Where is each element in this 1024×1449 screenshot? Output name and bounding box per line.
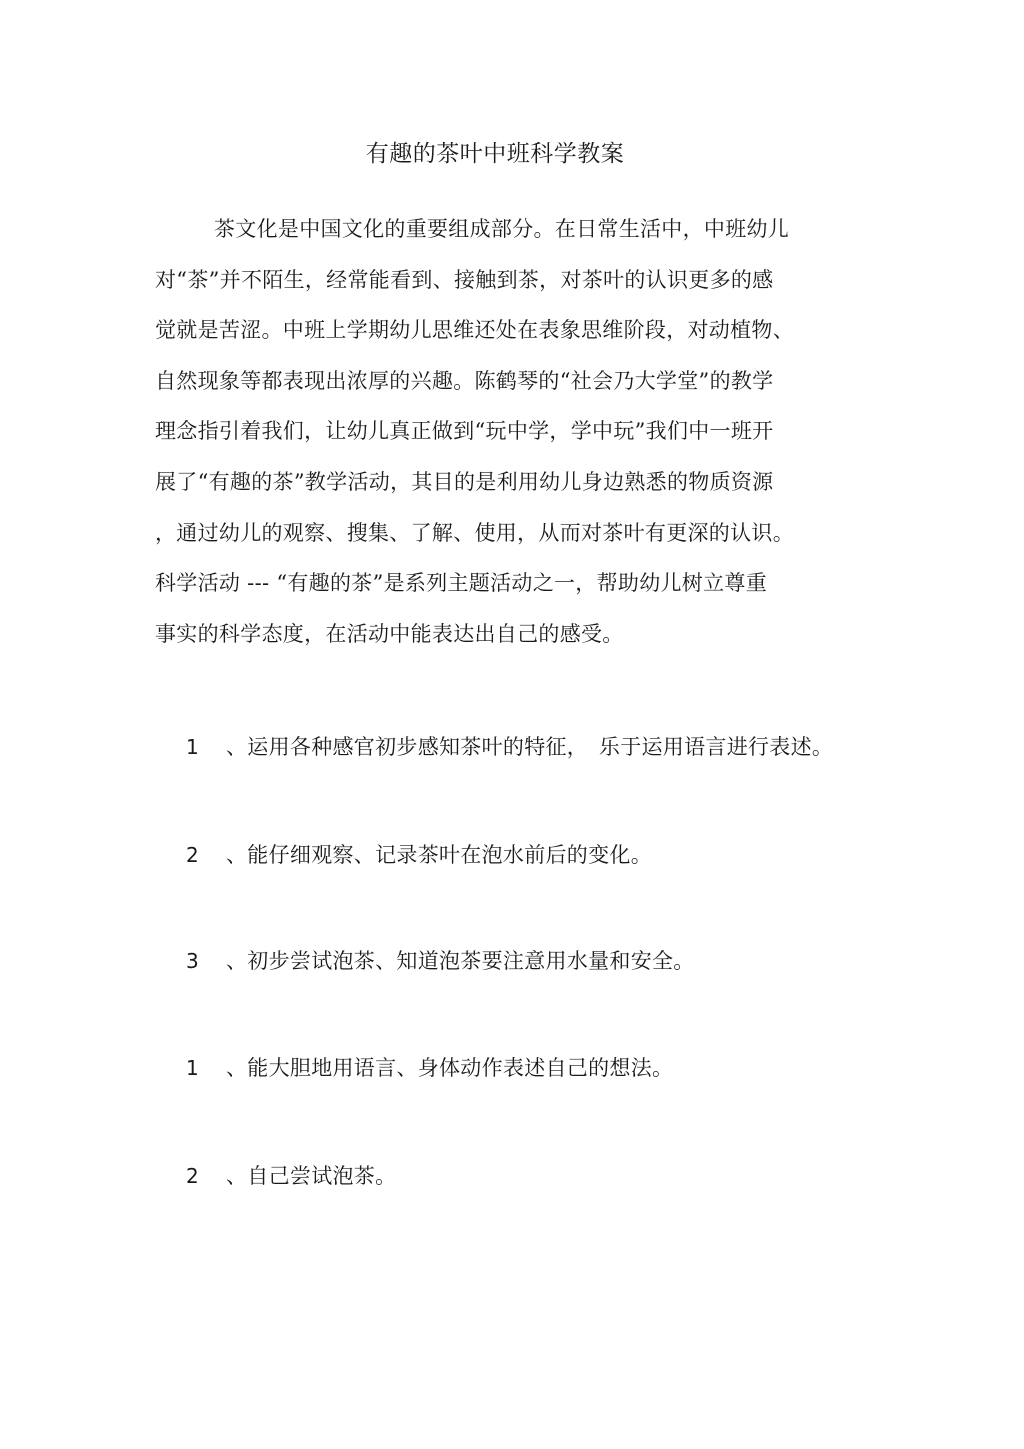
document-title: 有趣的茶叶中班科学教案 <box>365 141 625 167</box>
goal-item <box>186 731 886 763</box>
goal-text: 、自己尝试泡茶。 <box>226 1164 397 1188</box>
goal-item <box>186 945 886 977</box>
intro-line: 对“茶”并不陌生，经常能看到、接触到茶，对茶叶的认识更多的感 <box>155 268 774 292</box>
goal-text: 、能仔细观察、记录茶叶在泡水前后的变化。 <box>226 843 652 867</box>
goal-text: 、初步尝试泡茶、知道泡茶要注意用水量和安全。 <box>226 949 695 973</box>
intro-line: 理念指引着我们，让幼儿真正做到“玩中学，学中玩”我们中一班开 <box>155 419 774 443</box>
intro-line: 科学活动 --- “有趣的茶”是系列主题活动之一，帮助幼儿树立尊重 <box>155 571 768 595</box>
goal-number: 1 <box>186 735 199 759</box>
goal-number: 1 <box>186 1056 199 1080</box>
intro-line: 觉就是苦涩。中班上学期幼儿思维还处在表象思维阶段，对动植物、 <box>155 318 794 342</box>
intro-line: 自然现象等都表现出浓厚的兴趣。陈鹤琴的“社会乃大学堂”的教学 <box>155 369 774 393</box>
goal-number: 3 <box>186 949 199 973</box>
intro-line: 事实的科学态度，在活动中能表达出自己的感受。 <box>155 622 624 646</box>
goal-text: 、能大胆地用语言、身体动作表述自己的想法。 <box>226 1056 674 1080</box>
intro-line: ，通过幼儿的观察、搜集、了解、使用，从而对茶叶有更深的认识。 <box>155 521 794 545</box>
goal-item <box>186 839 886 871</box>
goal-item <box>186 1160 886 1192</box>
goal-number: 2 <box>186 843 199 867</box>
intro-line: 茶文化是中国文化的重要组成部分。在日常生活中，中班幼儿 <box>214 217 790 241</box>
intro-line: 展了“有趣的茶”教学活动，其目的是利用幼儿身边熟悉的物质资源 <box>155 470 774 494</box>
goal-text: 、运用各种感官初步感知茶叶的特征， 乐于运用语言进行表述。 <box>226 735 834 759</box>
goal-number: 2 <box>186 1164 199 1188</box>
goal-item <box>186 1052 886 1084</box>
